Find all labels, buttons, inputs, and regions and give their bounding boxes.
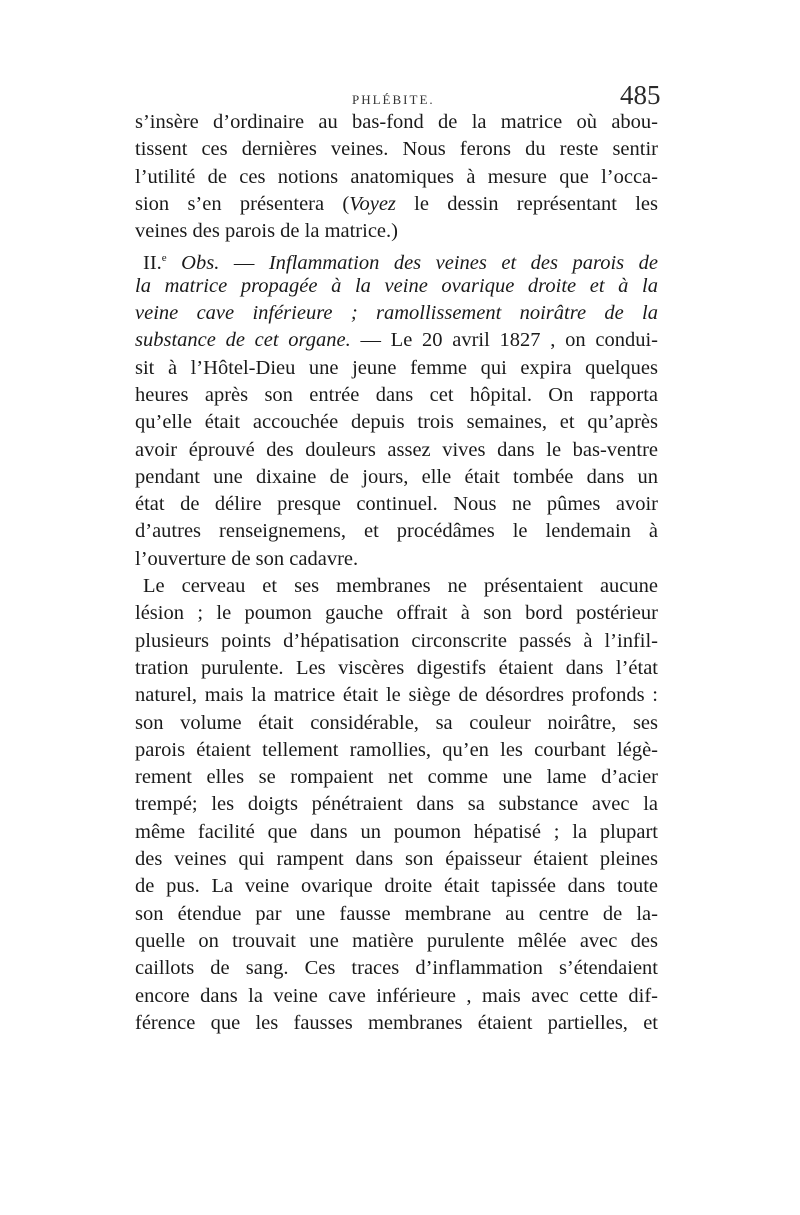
- text-line: de pus. La veine ovarique droite était tapissée dans toute: [135, 875, 658, 898]
- text-line: férence que les fausses membranes étaient partielles, et: [135, 1011, 658, 1034]
- text-segment: le dessin représentant les: [395, 192, 658, 215]
- text-line: pendant une dixaine de jours, elle était tombée dans un: [135, 465, 658, 488]
- obs-number-sup: e: [161, 252, 167, 265]
- text-line: encore dans la veine cave inférieure , mais avec cette dif-: [135, 984, 658, 1007]
- obs-title-part: Inflammation des veines et des parois de: [268, 252, 659, 275]
- text-line: caillots de sang. Ces traces d’inflammation s’étendaient: [135, 957, 658, 980]
- running-head: PHLÉBITE.: [352, 92, 435, 107]
- text-line: [135, 327, 658, 354]
- text-line: des veines qui rampent dans son épaisseur étaient pleines: [135, 848, 658, 871]
- text-line: trempé; les doigts pénétraient dans sa substance avec la: [135, 793, 658, 816]
- text-line: d’autres renseignemens, et procédâmes le lendemain à: [135, 520, 658, 543]
- obs-title-line: la matrice propagée à la veine ovarique droite et à la: [135, 274, 658, 297]
- text-line: naturel, mais la matrice était le siège de désordres profonds :: [135, 684, 658, 707]
- text-line: plusieurs points d’hépatisation circonscrite passés à l’infil-: [135, 629, 658, 652]
- obs-number: II.: [143, 252, 162, 275]
- obs-label: Obs.: [166, 252, 220, 275]
- text-line: qu’elle était accouchée depuis trois semaines, et qu’après: [135, 411, 658, 434]
- text-line: veines des parois de la matrice.): [135, 220, 398, 243]
- obs-title-part: substance de cet organe.: [135, 329, 351, 352]
- text-segment: sion s’en présentera (: [135, 192, 350, 215]
- text-line: avoir éprouvé des douleurs assez vives dans le bas-ventre: [135, 438, 658, 461]
- text-line: état de délire presque continuel. Nous ne pûmes avoir: [135, 493, 658, 516]
- obs-title-line: veine cave inférieure ; ramollissement noirâtre de la: [135, 302, 658, 325]
- text-line: [135, 191, 658, 218]
- text-line: lésion ; le poumon gauche offrait à son bord postérieur: [135, 602, 658, 625]
- text-line: quelle on trouvait une matière purulente mêlée avec des: [135, 929, 658, 952]
- text-line: son volume était considérable, sa couleur noirâtre, ses: [135, 711, 658, 734]
- text-line: Le cerveau et ses membranes ne présentaient aucune: [143, 575, 658, 598]
- text-line: l’utilité de ces notions anatomiques à mesure que l’occa-: [135, 165, 658, 188]
- text-line: son étendue par une fausse membrane au centre de la-: [135, 902, 658, 925]
- obs-dash: —: [219, 252, 269, 275]
- text-line: heures après son entrée dans cet hôpital. On rapporta: [135, 383, 658, 406]
- text-line: sit à l’Hôtel-Dieu une jeune femme qui expira quelques: [135, 356, 658, 379]
- text-line: parois étaient tellement ramollies, qu’en les courbant légè-: [135, 738, 658, 761]
- text-line: tissent ces dernières veines. Nous ferons du reste sentir: [135, 138, 658, 161]
- text-line: rement elles se rompaient net comme une lame d’acier: [135, 766, 658, 789]
- page-number: 485: [620, 80, 661, 110]
- text-segment: — Le 20 avril 1827 , on condui-: [350, 329, 658, 352]
- text-segment-italic: Voyez: [349, 192, 396, 215]
- text-line: s’insère d’ordinaire au bas-fond de la matrice où abou-: [135, 111, 658, 133]
- text-line: tration purulente. Les viscères digestifs étaient dans l’état: [135, 656, 658, 679]
- page-body: [135, 109, 658, 1037]
- text-line: l’ouverture de son cadavre.: [135, 547, 359, 570]
- observation-heading-line: [135, 245, 659, 275]
- text-line: même facilité que dans un poumon hépatisé ; la plupart: [135, 820, 658, 843]
